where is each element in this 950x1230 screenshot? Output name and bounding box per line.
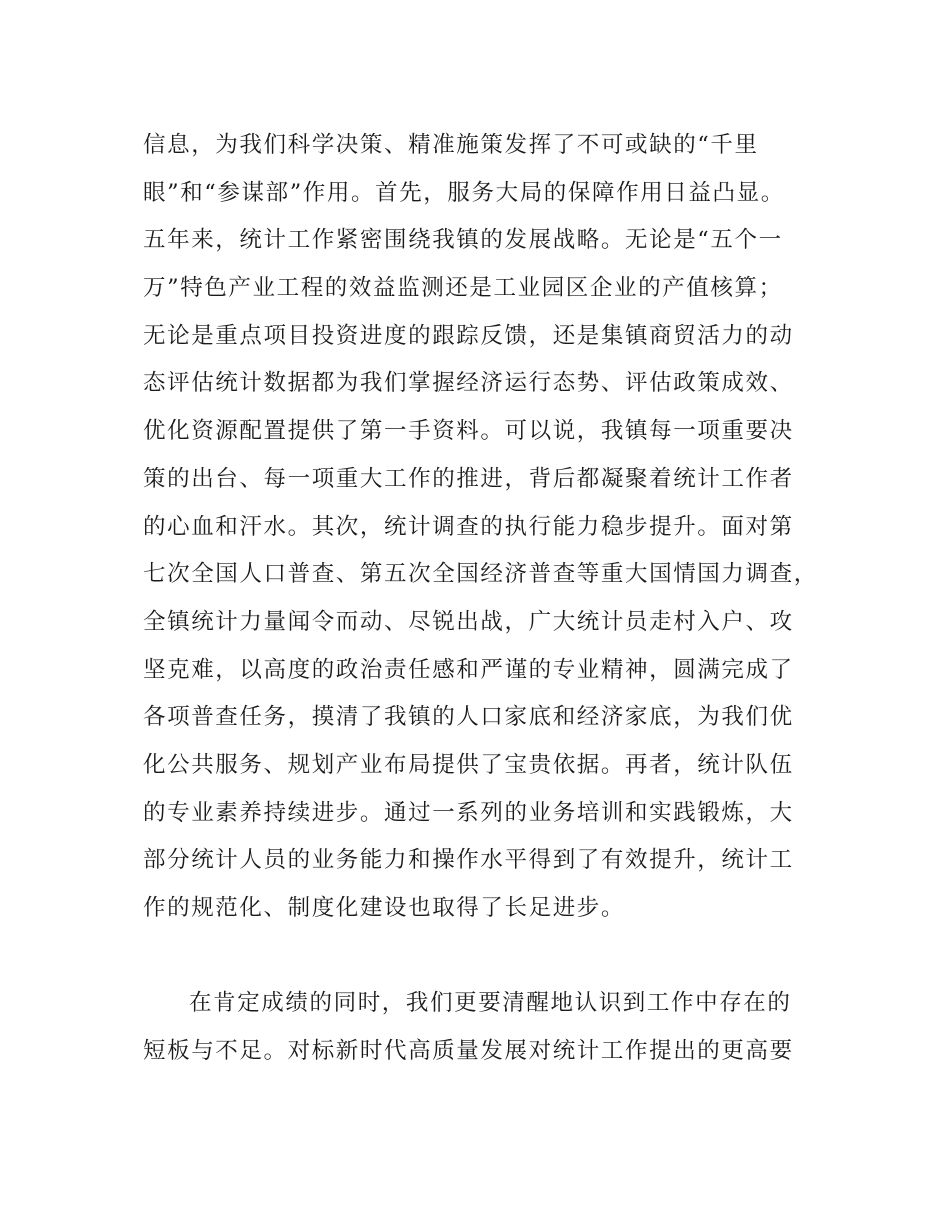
text-line: 的心血和汗水。其次，统计调查的执行能力稳步提升。面对第 xyxy=(143,513,794,540)
text-line: 的专业素养持续进步。通过一系列的业务培训和实践锻炼，大 xyxy=(143,799,794,826)
text-line: 化公共服务、规划产业布局提供了宝贵依据。再者，统计队伍 xyxy=(143,751,794,778)
paragraph-1 xyxy=(143,122,833,933)
text-line: 万”特色产业工程的效益监测还是工业园区企业的产值核算； xyxy=(143,275,783,302)
text-line: 眼”和“参谋部”作用。首先，服务大局的保障作用日益凸显。 xyxy=(143,179,785,206)
text-line: 各项普查任务，摸清了我镇的人口家底和经济家底，为我们优 xyxy=(143,704,794,731)
text-line: 信息，为我们科学决策、精准施策发挥了不可或缺的“千里 xyxy=(143,132,759,158)
text-line: 在肯定成绩的同时，我们更要清醒地认识到工作中存在的 xyxy=(189,990,792,1016)
text-line: 短板与不足。对标新时代高质量发展对统计工作提出的更高要 xyxy=(143,1037,794,1064)
text-line: 无论是重点项目投资进度的跟踪反馈，还是集镇商贸活力的动 xyxy=(143,322,794,349)
text-line: 坚克难，以高度的政治责任感和严谨的专业精神，圆满完成了 xyxy=(143,656,794,683)
text-line: 作的规范化、制度化建设也取得了长足进步。 xyxy=(143,895,626,921)
text-line: 优化资源配置提供了第一手资料。可以说，我镇每一项重要决 xyxy=(143,418,794,445)
text-line: 态评估统计数据都为我们掌握经济运行态势、评估政策成效、 xyxy=(143,370,794,397)
text-line: 七次全国人口普查、第五次全国经济普查等重大国情国力调查， xyxy=(143,561,818,588)
text-line: 部分统计人员的业务能力和操作水平得到了有效提升，统计工 xyxy=(143,847,794,874)
text-line: 五年来，统计工作紧密围绕我镇的发展战略。无论是“五个一 xyxy=(143,227,783,254)
text-line: 策的出台、每一项重大工作的推进，背后都凝聚着统计工作者 xyxy=(143,465,794,492)
text-line: 全镇统计力量闻令而动、尽锐出战，广大统计员走村入户、攻 xyxy=(143,608,794,635)
paragraph-2 xyxy=(143,980,833,1075)
